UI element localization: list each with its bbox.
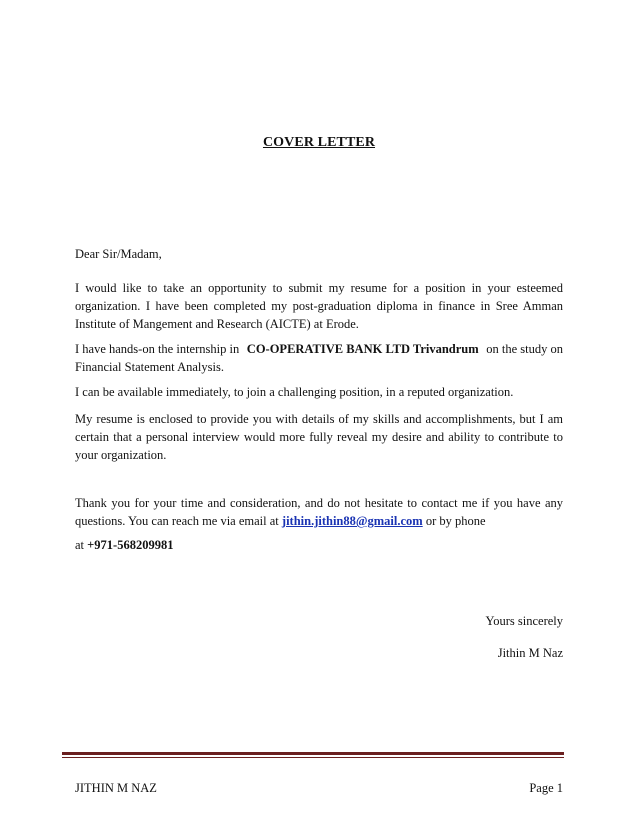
paragraph-intro-line-1: I would like to take an opportunity to submit my resume for a position in your esteemed: [75, 281, 563, 295]
paragraph-resume: [75, 410, 563, 464]
paragraph-internship-line-1: [75, 340, 563, 358]
footer-rule-thick: [62, 752, 564, 755]
footer-page-number: Page 1: [529, 781, 563, 795]
paragraph-resume-line-1: My resume is enclosed to provide you with details of my skills and accomplishments, but I am: [75, 412, 563, 426]
footer-rule-thin: [62, 757, 564, 758]
phone-line-text: [75, 536, 563, 554]
salutation: [75, 245, 563, 263]
paragraph-internship-line-2: Financial Statement Analysis.: [75, 360, 224, 374]
phone-prefix: at: [75, 538, 85, 552]
paragraph-internship: [75, 340, 563, 376]
footer-name: JITHIN M NAZ: [75, 781, 157, 795]
paragraph-availability: [75, 383, 563, 401]
paragraph-thanks-line-1: Thank you for your time and consideration, and do not hesitate to contact me if you have any: [75, 496, 563, 510]
bank-name: CO-OPERATIVE BANK LTD Trivandrum: [246, 342, 479, 356]
paragraph-resume-line-3: your organization.: [75, 448, 167, 462]
salutation-text: Dear Sir/Madam,: [75, 247, 162, 261]
thanks-line-2-suffix: or by phone: [425, 514, 486, 528]
paragraph-intro-line-3: Institute of Mangement and Research (AICTE) at Erode.: [75, 317, 359, 331]
page-title: COVER LETTER: [262, 135, 376, 150]
email-link[interactable]: jithin.jithin88@gmail.com: [281, 514, 423, 528]
paragraph-intro: [75, 279, 563, 333]
availability-text: I can be available immediately, to join a challenging position, in a reputed organization.: [75, 385, 514, 399]
signature: Jithin M Naz: [497, 646, 563, 660]
paragraph-resume-line-2: certain that a personal interview would more fully reveal my desire and ability to contribute to: [75, 430, 563, 444]
internship-prefix: I have hands-on the internship in: [75, 342, 240, 356]
paragraph-thanks-line-2: [75, 512, 563, 530]
phone-number: +971-568209981: [87, 538, 174, 552]
paragraph-intro-line-2: organization. I have been completed my post-graduation diploma in finance in Sree Amman: [75, 299, 563, 313]
closing: Yours sincerely: [485, 614, 563, 628]
phone-line: [75, 536, 563, 554]
thanks-line-2-prefix: questions. You can reach me via email at: [75, 514, 279, 528]
internship-suffix: on the study on: [486, 342, 563, 356]
paragraph-thanks: [75, 494, 563, 530]
